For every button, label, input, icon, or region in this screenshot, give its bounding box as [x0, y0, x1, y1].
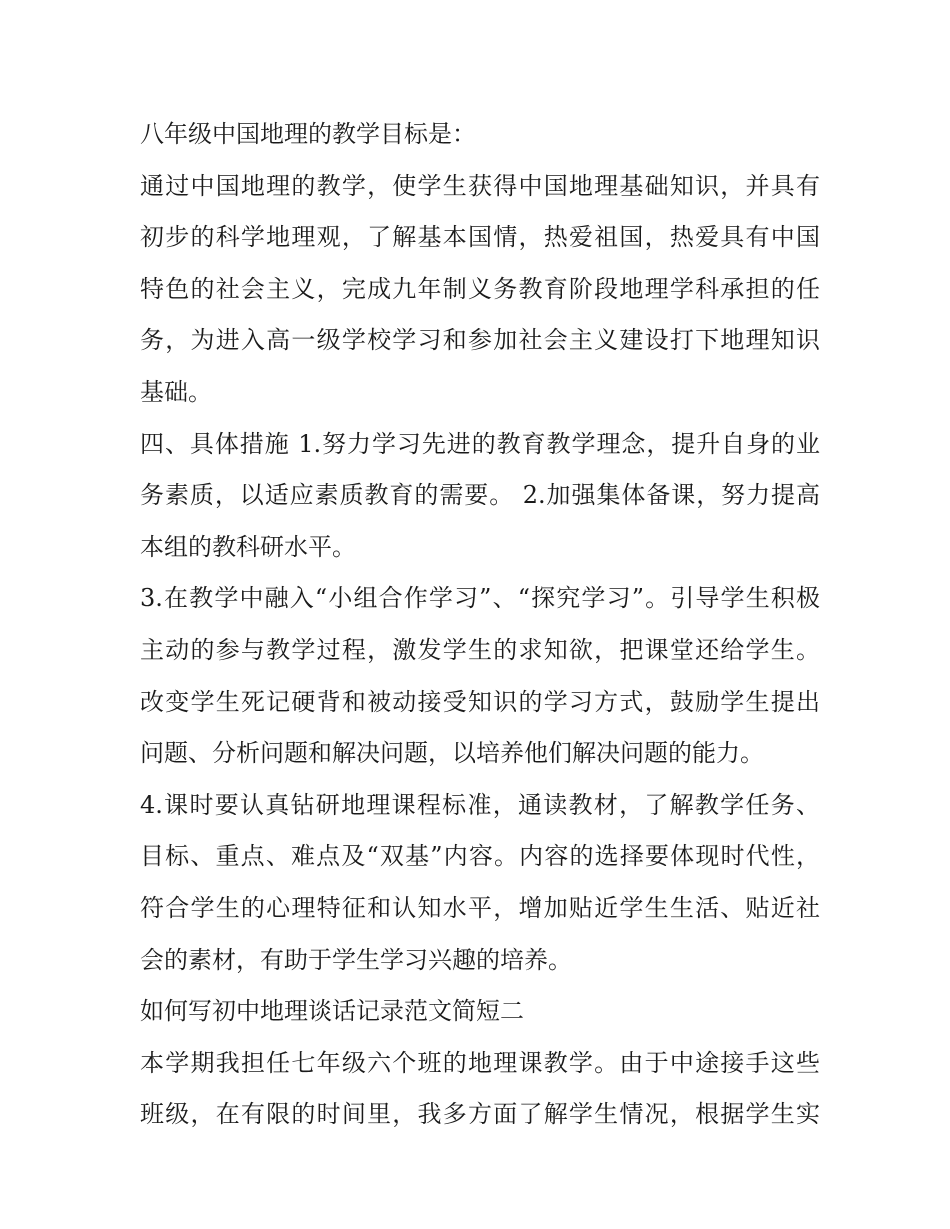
text-line: 本组的教科研水平。 — [140, 532, 356, 561]
text-line: 务，为进入高一级学校学习和参加社会主义建设打下地理知识 — [140, 326, 820, 355]
text-line: 改变学生死记硬背和被动接受知识的学习方式，鼓励学生提出 — [140, 687, 820, 716]
text-line: 四、具体措施 1.努力学习先进的教育教学理念，提升自身的业 — [140, 429, 820, 458]
text-line: 初步的科学地理观，了解基本国情，热爱祖国，热爱具有中国 — [140, 223, 820, 252]
text-line: 主动的参与教学过程，激发学生的求知欲，把课堂还给学生。 — [140, 635, 820, 664]
text-line: 务素质，以适应素质教育的需要。 2.加强集体备课，努力提高 — [140, 481, 820, 510]
text-line: 通过中国地理的教学，使学生获得中国地理基础知识，并具有 — [140, 171, 820, 200]
text-line: 问题、分析问题和解决问题，以培养他们解决问题的能力。 — [140, 739, 764, 768]
text-line: 八年级中国地理的教学目标是： — [140, 120, 476, 148]
text-line: 4.课时要认真钻研地理课程标准，通读教材，了解教学任务、 — [140, 790, 820, 819]
text-line: 目标、重点、难点及“双基”内容。内容的选择要体现时代性， — [140, 842, 820, 871]
text-line: 符合学生的心理特征和认知水平，增加贴近学生生活、贴近社 — [140, 893, 820, 922]
text-line: 基础。 — [140, 377, 212, 406]
document-body — [140, 109, 820, 1141]
text-line: 班级，在有限的时间里，我多方面了解学生情况，根据学生实 — [140, 1100, 820, 1129]
text-line: 3.在教学中融入“小组合作学习”、“探究学习”。引导学生积极 — [140, 584, 820, 613]
section-heading: 如何写初中地理谈话记录范文简短二 — [140, 997, 524, 1026]
text-line: 本学期我担任七年级六个班的地理课教学。由于中途接手这些 — [140, 1048, 820, 1077]
text-line: 会的素材，有助于学生学习兴趣的培养。 — [140, 945, 572, 974]
text-line: 特色的社会主义，完成九年制义务教育阶段地理学科承担的任 — [140, 274, 820, 303]
